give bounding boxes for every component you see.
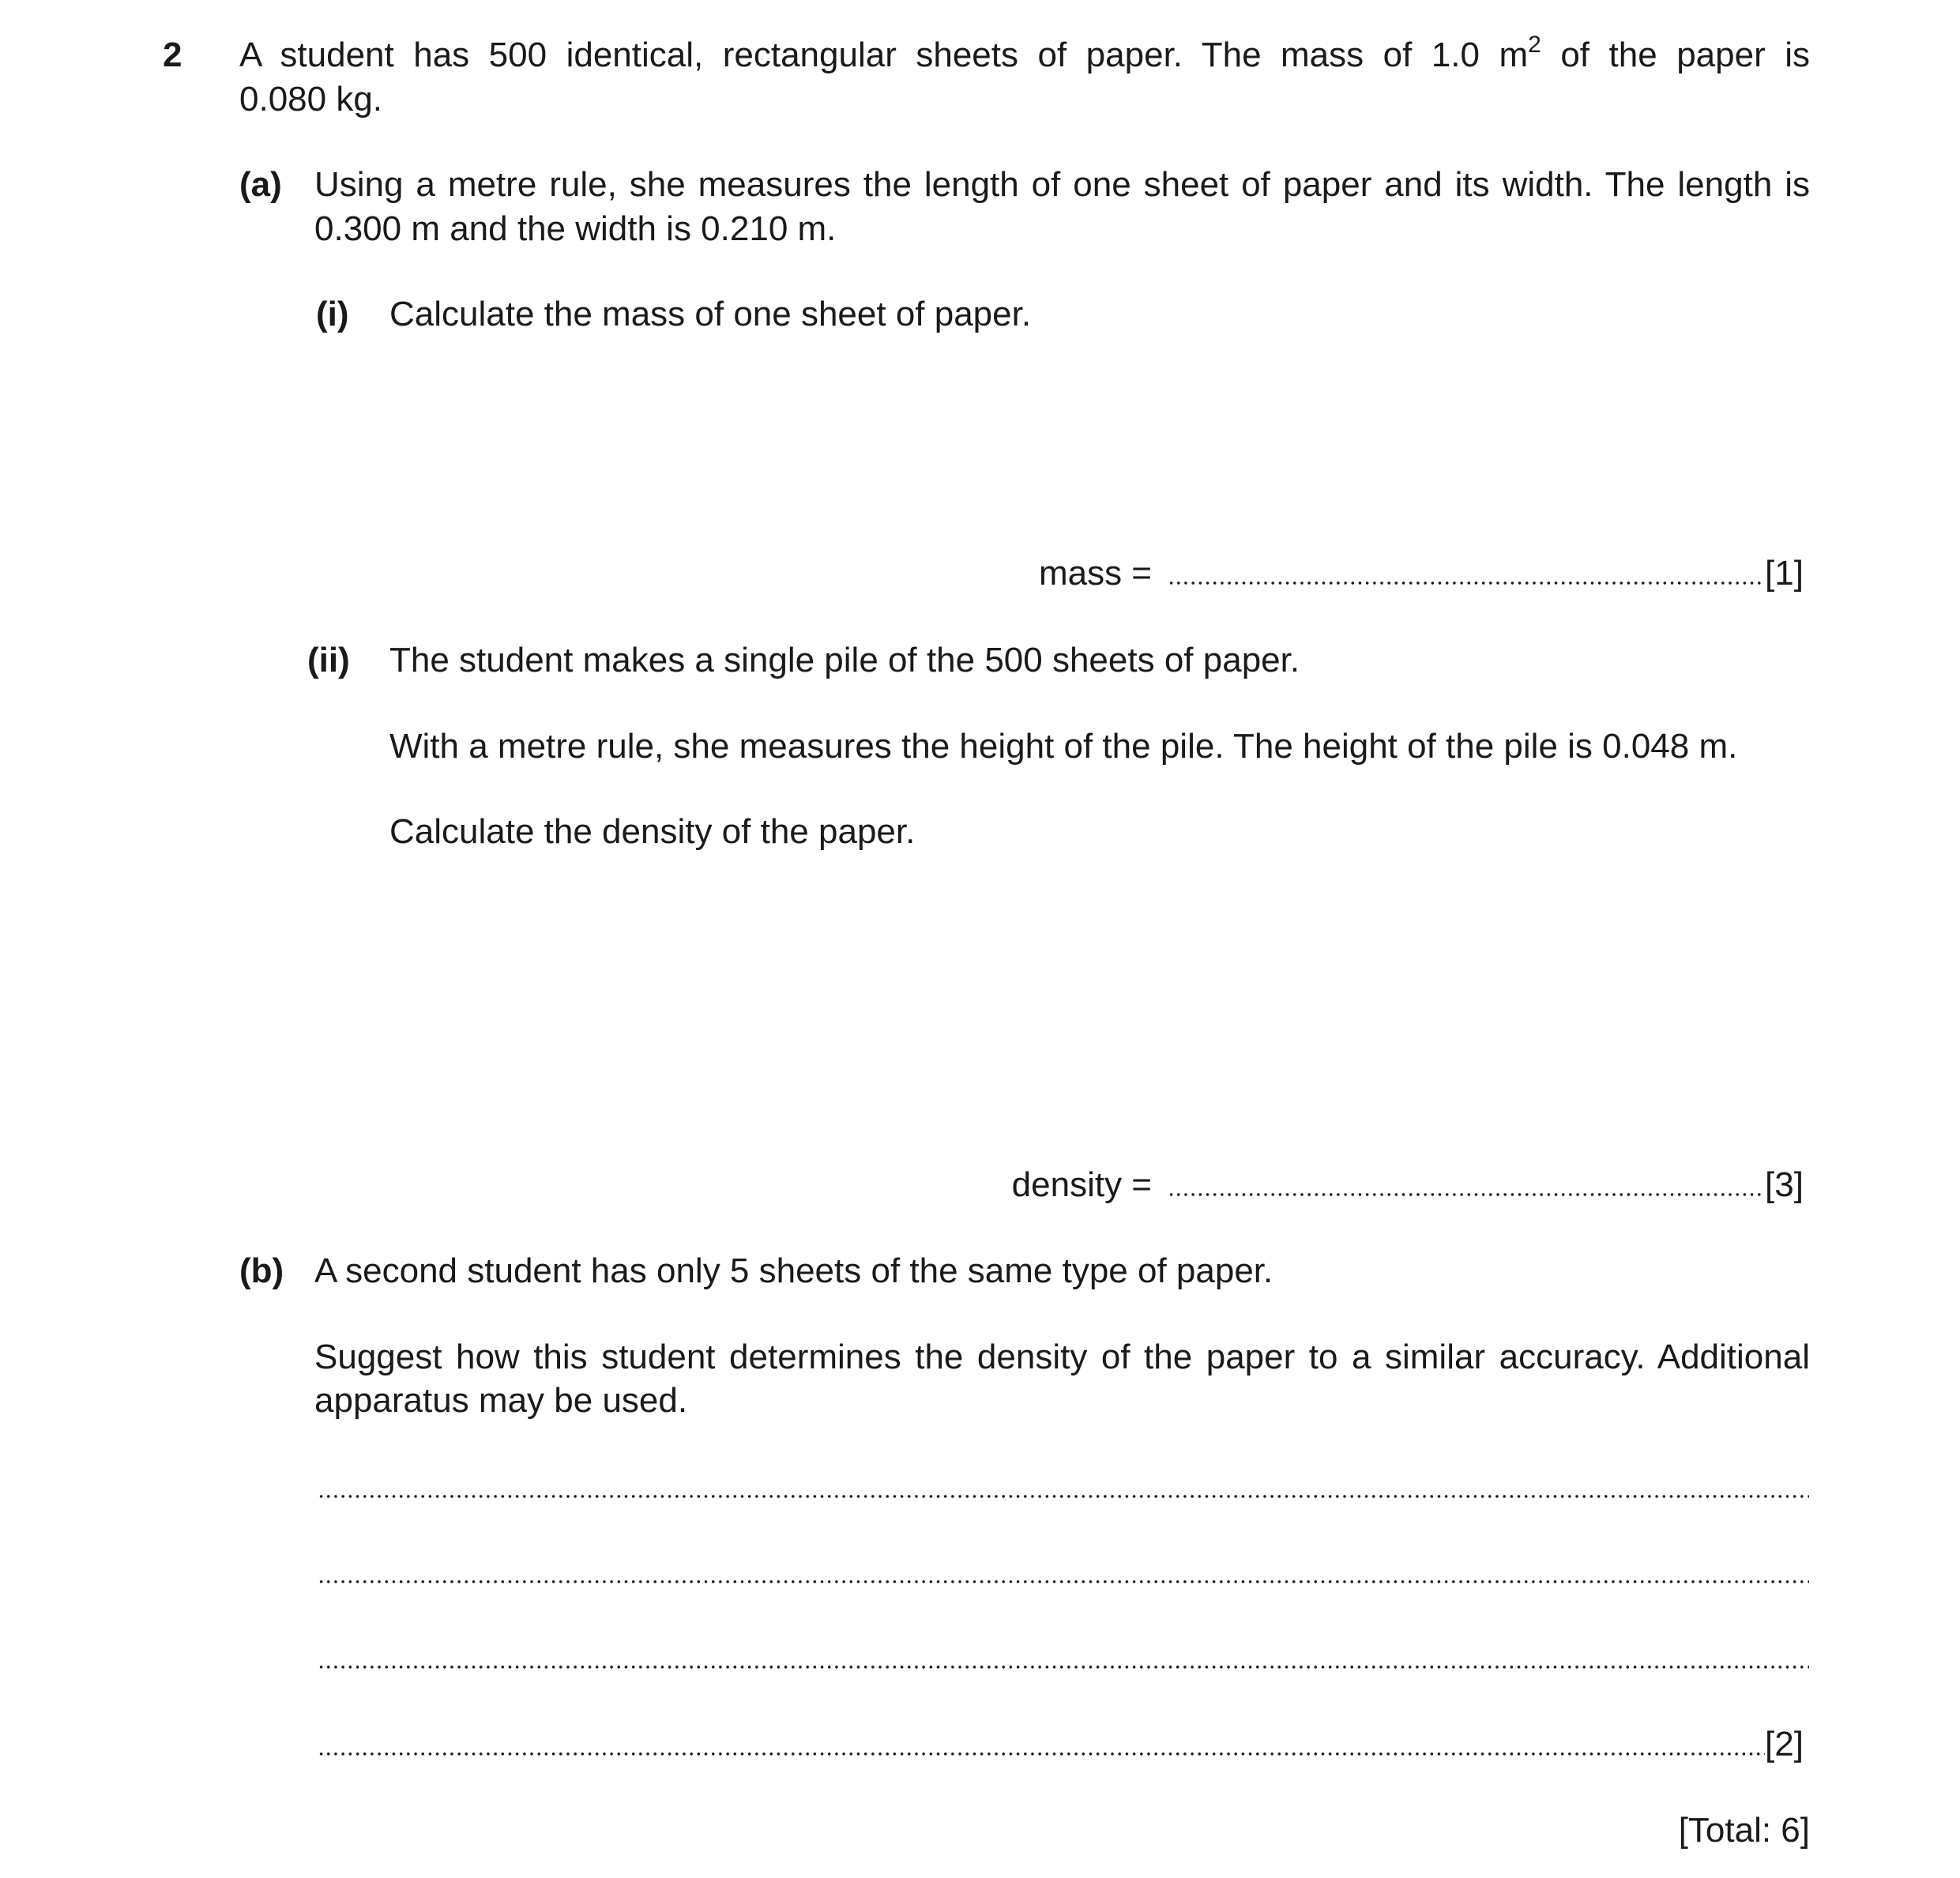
density-answer-line[interactable] [1168, 1193, 1765, 1196]
mass-marks: [1] [1765, 554, 1804, 593]
question-intro-line2: 0.080 kg. [239, 80, 383, 119]
sub-ii-text2: With a metre rule, she measures the height of the pile. The height of the pile is 0.048 m. [389, 727, 1738, 766]
density-marks: [3] [1765, 1165, 1804, 1204]
sub-ii-text3: Calculate the density of the paper. [389, 812, 916, 851]
question-number: 2 [163, 36, 182, 74]
total-marks: [Total: 6] [1678, 1811, 1810, 1850]
answer-line-1[interactable] [318, 1495, 1809, 1498]
sub-i-label: (i) [316, 295, 349, 333]
part-b-text2-line1: Suggest how this student determines the density of the paper to a similar accuracy. Additional [314, 1338, 1810, 1376]
part-b-label: (b) [239, 1251, 284, 1290]
intro-superscript: 2 [1528, 32, 1541, 58]
density-answer-label: density = [1011, 1165, 1152, 1204]
intro-text-b: of the paper is [1541, 36, 1810, 74]
sub-ii-label: (ii) [307, 641, 350, 679]
sub-i-text: Calculate the mass of one sheet of paper. [389, 295, 1032, 333]
part-a-line1: Using a metre rule, she measures the length of one sheet of paper and its width. The length is [314, 165, 1810, 204]
answer-line-4[interactable] [318, 1752, 1765, 1756]
mass-answer-label: mass = [1038, 554, 1152, 593]
part-a-label: (a) [239, 165, 282, 204]
answer-line-2[interactable] [318, 1580, 1809, 1583]
question-intro-line1 [239, 33, 1810, 77]
intro-text-a: A student has 500 identical, rectangular sheets of paper. The mass of 1.0 m [239, 36, 1529, 74]
part-b-marks: [2] [1765, 1725, 1804, 1763]
sub-ii-text1: The student makes a single pile of the 500 sheets of paper. [389, 641, 1300, 679]
part-a-line2: 0.300 m and the width is 0.210 m. [314, 209, 837, 248]
mass-answer-line[interactable] [1168, 581, 1765, 585]
part-b-text2-line2: apparatus may be used. [314, 1381, 688, 1420]
answer-line-3[interactable] [318, 1665, 1809, 1669]
part-b-text1: A second student has only 5 sheets of the same type of paper. [314, 1251, 1273, 1290]
